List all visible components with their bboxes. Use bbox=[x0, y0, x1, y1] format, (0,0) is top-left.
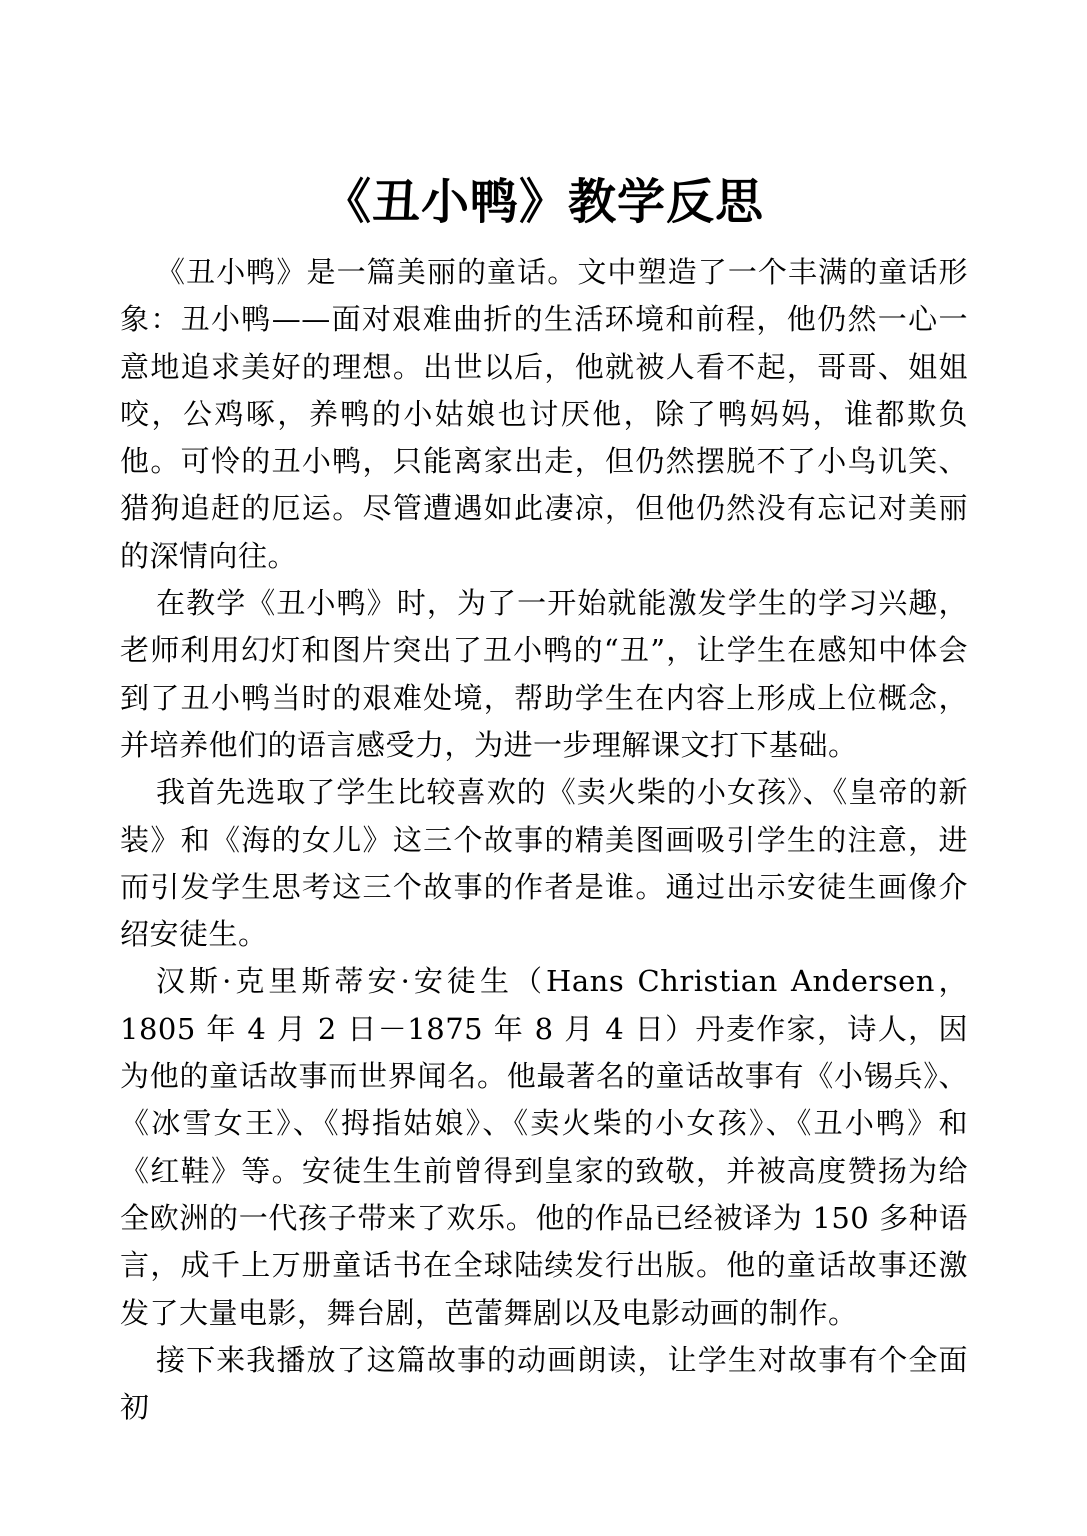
paragraph-teaching: 在教学《丑小鸭》时，为了一开始就能激发学生的学习兴趣，老师利用幻灯和图片突出了丑小鸭的“丑”，让学生在感知中体会到了丑小鸭当时的艰难处境，帮助学生在内容上形成上位概念，并培养他们的语言感受力，为进一步理解课文打下基础。 bbox=[120, 586, 968, 762]
document-title: 《丑小鸭》教学反思 bbox=[322, 174, 764, 230]
document-body bbox=[120, 249, 968, 1431]
paragraph-andersen-bio: 汉斯·克里斯蒂安·安徒生（Hans Christian Andersen，1805 年 4 月 2 日－1875 年 8 月 4 日）丹麦作家，诗人，因为他的童话故事而世界闻名。他最著名的童话故事有《小锡兵》、《冰雪女王》、《拇指姑娘》、《卖火柴的小女孩》、《丑小鸭》和《红鞋》等。安徒生生前曾得到皇家的致敬，并被高度赞扬为给全欧洲的一代孩子带来了欢乐。他的作品已经被译为 150 多种语言，成千上万册童话书在全球陆续发行出版。他的童话故事还激发了大量电影，舞台剧，芭蕾舞剧以及电影动画的制作。 bbox=[120, 964, 968, 1330]
paragraph-animation: 接下来我播放了这篇故事的动画朗读，让学生对故事有个全面初 bbox=[120, 1342, 968, 1425]
paragraph-selection: 我首先选取了学生比较喜欢的《卖火柴的小女孩》、《皇帝的新装》和《海的女儿》这三个故事的精美图画吸引学生的注意，进而引发学生思考这三个故事的作者是谁。通过出示安徒生画像介绍安徒生。 bbox=[120, 775, 968, 952]
paragraph-intro: 《丑小鸭》是一篇美丽的童话。文中塑造了一个丰满的童话形象：丑小鸭——面对艰难曲折的生活环境和前程，他仍然一心一意地追求美好的理想。出世以后，他就被人看不起，哥哥、姐姐咬，公鸡啄，养鸭的小姑娘也讨厌他，除了鸭妈妈，谁都欺负他。可怜的丑小鸭，只能离家出走，但仍然摆脱不了小鸟讥笑、猎狗追赶的厄运。尽管遭遇如此凄凉，但他仍然没有忘记对美丽的深情向往。 bbox=[120, 255, 968, 573]
